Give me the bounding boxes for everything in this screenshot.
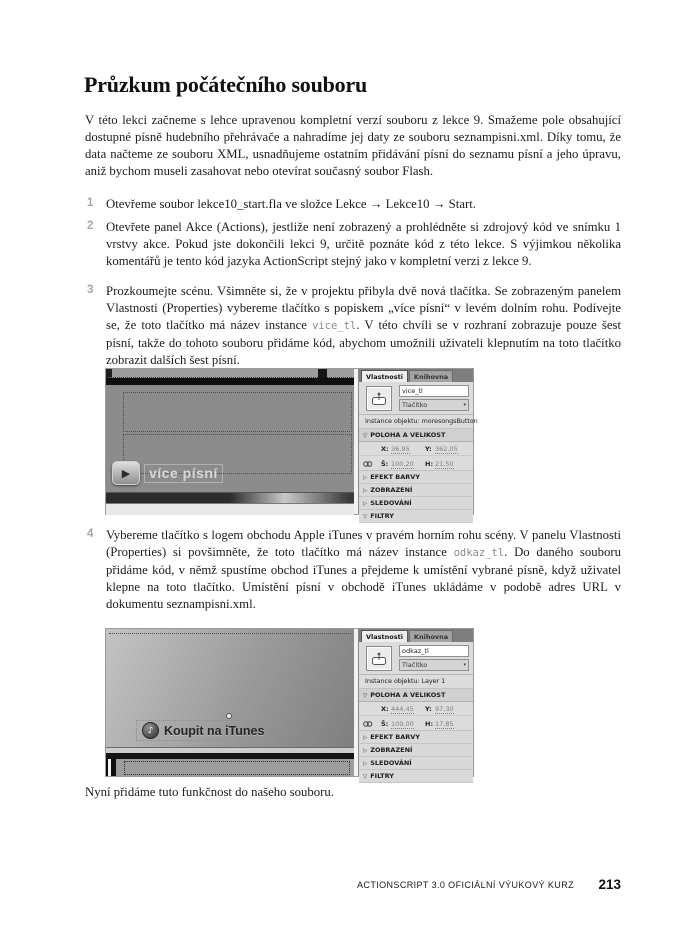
height-value: 21,50 xyxy=(435,460,454,468)
player-top-panels xyxy=(106,369,354,378)
triangle-collapsed-icon: ▷ xyxy=(363,748,368,754)
button-symbol-icon xyxy=(366,386,392,411)
x-value: 36,95 xyxy=(391,445,410,453)
page-title: Průzkum počátečního souboru xyxy=(84,72,368,97)
instance-of-label: Instance objektu: xyxy=(365,677,420,685)
wh-row xyxy=(359,456,473,471)
height-label: H: xyxy=(425,720,434,728)
triangle-collapsed-icon: ▷ xyxy=(363,501,368,507)
panel-divider xyxy=(318,369,327,378)
triangle-collapsed-icon: ▷ xyxy=(363,761,368,767)
itunes-logo-icon: ♪ xyxy=(142,722,159,739)
step-2-number: 2 xyxy=(87,220,94,232)
triangle-collapsed-icon: ▷ xyxy=(363,488,368,494)
chevron-down-icon: ▾ xyxy=(463,662,466,668)
section-label: ZOBRAZENÍ xyxy=(370,486,413,494)
section-label: SLEDOVÁNÍ xyxy=(370,759,412,767)
itunes-button-label: Koupit na iTunes xyxy=(164,723,265,738)
step-3-text xyxy=(106,283,621,369)
section-label: EFEKT BARVY xyxy=(370,733,421,741)
closing-paragraph: Nyní přidáme tuto funkčnost do našeho souboru. xyxy=(85,785,334,799)
section-zobrazeni xyxy=(359,744,473,757)
figure-more-songs-screenshot xyxy=(105,368,478,520)
width-value: 109,00 xyxy=(391,720,414,728)
symbol-type-value: Tlačítko xyxy=(402,401,428,409)
section-label: FILTRY xyxy=(370,772,394,780)
button-symbol-icon xyxy=(366,646,392,671)
section-filtry xyxy=(359,510,473,523)
y-label: Y: xyxy=(425,705,432,713)
itunes-link-button xyxy=(136,720,270,741)
properties-panel xyxy=(359,629,473,780)
step-1 xyxy=(85,196,621,213)
tab-vlastnosti: Vlastnosti xyxy=(361,370,408,382)
step-4-number: 4 xyxy=(87,528,94,540)
properties-panel xyxy=(359,369,478,520)
tab-knihovna: Knihovna xyxy=(409,370,453,382)
triangle-collapsed-icon: ▷ xyxy=(363,475,368,481)
instance-name-code: odkaz_tl xyxy=(453,547,505,559)
step-2 xyxy=(85,219,621,270)
player-bottom-panel xyxy=(106,759,354,776)
step-4-text xyxy=(106,527,621,613)
step-4 xyxy=(85,527,621,613)
figure-itunes-screenshot xyxy=(105,628,474,780)
y-value: 362,05 xyxy=(435,445,458,453)
step-2-body: Otevřete panel Akce (Actions), jestliže není zobrazený a prohlédněte si zdrojový kód ve snímku 1 vrstvy akce. Pokud jste dokončili lekci 9, určitě poznáte kód z této lekce. S výjimkou několika komentářů je tento kód jazyka ActionScript stejný jako v kompletní verzi z lekce 9. xyxy=(106,220,621,268)
x-value: 444,45 xyxy=(391,705,414,713)
y-value: 97,30 xyxy=(435,705,454,713)
player-gradient-bar xyxy=(106,492,354,503)
section-efekt-barvy xyxy=(359,471,473,484)
instance-of-row xyxy=(359,675,473,689)
songlist-placeholder-top xyxy=(123,392,352,432)
section-label: FILTRY xyxy=(370,512,394,520)
more-songs-button xyxy=(112,461,223,485)
section-label: SLEDOVÁNÍ xyxy=(370,499,412,507)
position-size-section-header xyxy=(359,429,473,442)
step-3-body-post: . V této chvíli se v rozhraní zobrazuje pouze šest písní, takže do tohoto souboru přidáme kód, abychom umožnili uživateli klepnutím na toto tlačítko zobrazit dalších šest písní. xyxy=(106,318,622,367)
instance-of-row xyxy=(359,415,478,429)
y-label: Y: xyxy=(425,445,432,453)
instance-name-code: vice_tl xyxy=(312,320,357,332)
triangle-expanded-icon: ▽ xyxy=(363,693,368,699)
stage-canvas xyxy=(106,629,354,747)
tab-knihovna: Knihovna xyxy=(409,630,453,642)
chain-link-icon xyxy=(363,460,373,470)
placeholder-outline xyxy=(124,761,350,775)
step-1-body: Otevřeme soubor lekce10_start.fla ve složce Lekce → Lekce10 → Start. xyxy=(106,197,476,211)
xy-row xyxy=(359,442,473,456)
instance-of-value: Layer 1 xyxy=(421,677,446,685)
symbol-type-value: Tlačítko xyxy=(402,661,428,669)
step-1-text xyxy=(106,196,621,213)
symbol-type-dropdown xyxy=(399,659,469,671)
triangle-expanded-icon: ▽ xyxy=(363,774,368,780)
panel-tab-bar xyxy=(359,629,473,642)
book-title: ACTIONSCRIPT 3.0 OFICIÁLNÍ VÝUKOVÝ KURZ xyxy=(357,879,575,890)
instance-fields-row xyxy=(359,382,473,415)
play-icon: ▶ xyxy=(112,461,140,485)
instance-name-input xyxy=(399,385,469,397)
tab-vlastnosti: Vlastnosti xyxy=(361,630,408,642)
instance-of-label: Instance objektu: xyxy=(365,417,420,425)
chain-link-icon xyxy=(363,720,373,730)
wh-row xyxy=(359,716,473,731)
flash-stage-area xyxy=(106,369,354,514)
page-footer xyxy=(85,876,621,894)
step-3-number: 3 xyxy=(87,284,94,296)
position-size-section-header xyxy=(359,689,473,702)
step-3 xyxy=(85,283,621,369)
stage-canvas xyxy=(106,385,354,492)
section-sledovani xyxy=(359,497,473,510)
page-number: 213 xyxy=(598,877,621,893)
width-label: Š: xyxy=(381,460,389,468)
panel-tab-bar xyxy=(359,369,473,382)
position-size-label: POLOHA A VELIKOST xyxy=(370,691,446,699)
height-label: H: xyxy=(425,460,434,468)
triangle-collapsed-icon: ▷ xyxy=(363,735,368,741)
section-sledovani xyxy=(359,757,473,770)
position-size-label: POLOHA A VELIKOST xyxy=(370,431,446,439)
height-value: 17,85 xyxy=(435,720,454,728)
step-4-body-post: . Do daného souboru přidáme kód, v němž spustíme obchod iTunes a přejdeme k umístění vybrané písně, když uživatel klepne na toto tlačítko. Umístění písní v obchodě iTunes ukládáme v podobě adres URL v dokumentu seznampisni.xml. xyxy=(106,545,621,611)
section-zobrazeni xyxy=(359,484,473,497)
triangle-expanded-icon: ▽ xyxy=(363,514,368,520)
step-2-text xyxy=(106,219,621,270)
instance-name-input xyxy=(399,645,469,657)
instance-of-value: moresongsButton xyxy=(421,417,478,425)
scrollbar-sliver xyxy=(108,759,111,776)
step-1-number: 1 xyxy=(87,197,94,209)
symbol-type-dropdown xyxy=(399,399,469,411)
intro-paragraph: V této lekci začneme s lehce upravenou kompletní verzí souboru z lekce 9. Smažeme pole obsahující dostupné písně hudebního přehrávače a nahradíme jej daty ze souboru seznampisni.xml. Díky tomu, že data načteme ze souboru XML, usnadňujeme ostatním přidávání písní do seznamu písní a jeho úpravu, aniž bychom museli zasahovat nebo otevírat současný soubor Flash. xyxy=(85,113,621,178)
step-3-body-pre: Prozkoumejte scénu. Všimněte si, že v projektu přibyla dvě nová tlačítka. Se zobrazeným panelem Vlastnosti (Properties) vybereme tlačítko s popiskem „více písní“ v levém dolním rohu. Podívejte se, že toto tlačítko má název instance xyxy=(106,284,621,332)
more-songs-button-label: více písní xyxy=(144,464,223,483)
section-efekt-barvy xyxy=(359,731,473,744)
x-label: X: xyxy=(381,705,389,713)
xy-row xyxy=(359,702,473,716)
width-label: Š: xyxy=(381,720,389,728)
pasteboard-strip xyxy=(106,503,354,515)
flash-stage-area xyxy=(106,629,354,776)
player-dark-bar xyxy=(106,378,354,385)
section-label: EFEKT BARVY xyxy=(370,473,421,481)
section-filtry xyxy=(359,770,473,783)
chevron-down-icon: ▾ xyxy=(463,402,466,408)
section-label: ZOBRAZENÍ xyxy=(370,746,413,754)
selection-dotted-edge xyxy=(109,633,351,634)
x-label: X: xyxy=(381,445,389,453)
instance-fields-row xyxy=(359,642,473,675)
triangle-expanded-icon: ▽ xyxy=(363,433,368,439)
step-4-body-pre: Vybereme tlačítko s logem obchodu Apple iTunes v pravém horním rohu scény. V panelu Vlastnosti (Properties) si povšimněte, že toto tlačítko má název instance xyxy=(106,528,621,559)
width-value: 100,20 xyxy=(391,460,414,468)
registration-point xyxy=(226,713,232,719)
